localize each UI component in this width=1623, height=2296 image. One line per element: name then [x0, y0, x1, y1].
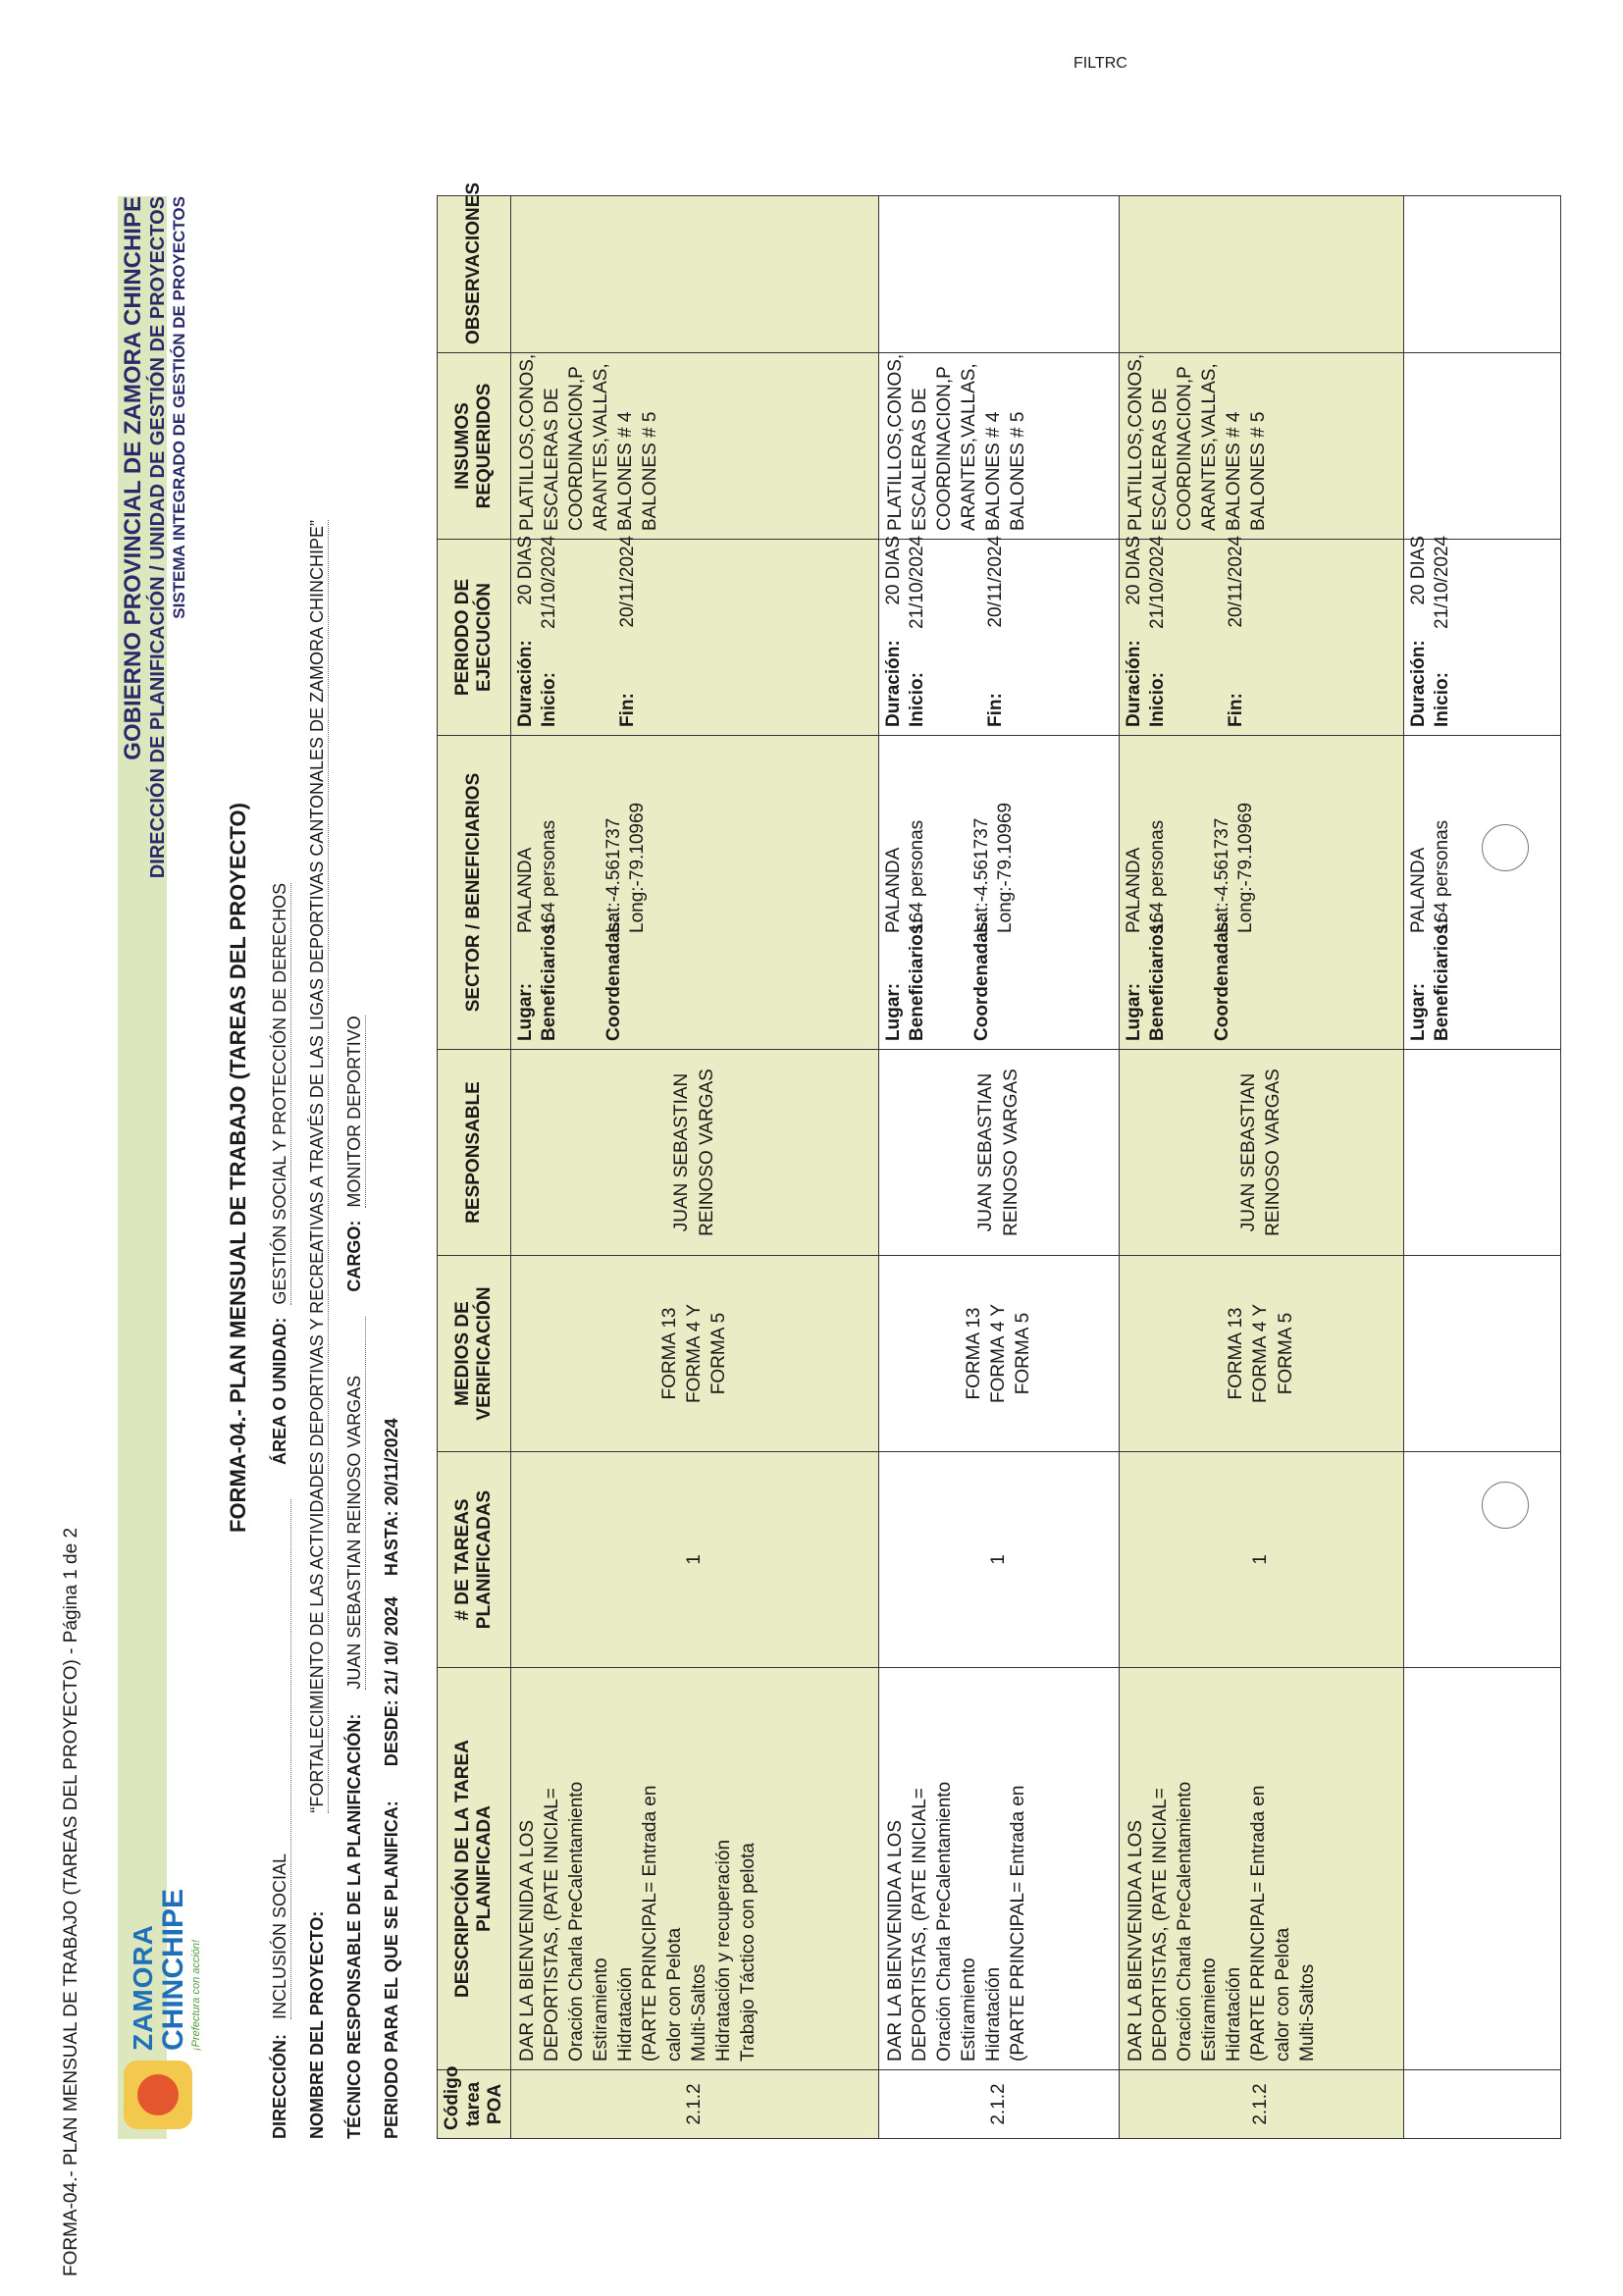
- duracion-value: 20 DIAS: [882, 535, 904, 605]
- task-code-cell: [1119, 2070, 1403, 2139]
- description-line: Estiramiento: [958, 1957, 979, 2061]
- org-name: GOBIERNO PROVINCIAL DE ZAMORA CHINCHIPE: [120, 196, 146, 760]
- description-line: DEPORTISTAS, (PATE INICIAL=: [1149, 1788, 1171, 2061]
- sector-cell: [1403, 736, 1560, 1050]
- col-header-description: DESCRIPCIÓN DE LA TAREA PLANIFICADA: [438, 1668, 511, 2070]
- table-body: [510, 196, 1560, 2139]
- page-footer: FORMA-04.- PLAN MENSUAL DE TRABAJO (TAREAS DEL PROYECTO) - Página 1 de 2: [61, 1527, 81, 2276]
- period-cell: [510, 535, 878, 736]
- beneficiarios-label: Beneficiarios:: [538, 917, 559, 1041]
- periodo-label: PERIODO PARA EL QUE SE PLANIFICA:: [382, 1800, 401, 2139]
- verification-line: FORMA 13: [963, 1307, 984, 1400]
- table-header-row: [438, 196, 511, 2139]
- coordenadas-label: Coordenadas:: [602, 915, 624, 1041]
- sector-spacer: [562, 933, 602, 1041]
- org-department: DIRECCIÓN DE PLANIFICACIÓN / UNIDAD DE GESTIÓN DE PROYECTOS: [147, 196, 169, 879]
- area-label: ÁREA O UNIDAD:: [270, 1317, 289, 1465]
- verification-cell: [1119, 1256, 1403, 1452]
- verification-line: FORMA 5: [1275, 1312, 1296, 1395]
- verification-cell: [1403, 1256, 1560, 1452]
- period-cell: [878, 535, 1119, 736]
- sector-cell: [878, 736, 1119, 1050]
- supply-line: BALONES # 5: [1007, 411, 1028, 531]
- supplies-cell: [1403, 353, 1560, 540]
- duracion-value: 20 DIAS: [1123, 535, 1144, 605]
- table-row: [510, 196, 878, 2139]
- description-line: Hidratación: [982, 1966, 1004, 2061]
- org-system: SISTEMA INTEGRADO DE GESTIÓN DE PROYECTOS: [170, 196, 188, 619]
- description-line: calor con Pelota: [664, 1927, 685, 2061]
- col-header-code: Código tarea POA: [438, 2070, 511, 2139]
- tasks-table: [437, 182, 1561, 2139]
- supply-line: PLATILLOS,CONOS,: [1125, 353, 1146, 531]
- sector-spacer: [995, 933, 1017, 1041]
- tecnico-label: TÉCNICO RESPONSABLE DE LA PLANIFICACIÓN:: [344, 1713, 364, 2139]
- task-code: 2.1.2: [987, 2083, 1009, 2125]
- description-line: Hidratación: [1223, 1966, 1244, 2061]
- task-code-cell: [1403, 2070, 1560, 2139]
- lugar-value: PALANDA: [1123, 847, 1144, 933]
- task-code-cell: [510, 2070, 878, 2139]
- inicio-value: 21/10/2024: [538, 535, 559, 629]
- lugar-label: Lugar:: [514, 982, 536, 1041]
- verification-line: FORMA 5: [1013, 1312, 1034, 1395]
- organization-block: [120, 196, 189, 878]
- form-body: [118, 182, 1452, 2139]
- tecnico-row: [344, 1016, 366, 2139]
- tecnico-value: JUAN SEBASTIAN REINOSO VARGAS: [344, 1317, 366, 1690]
- lugar-value: PALANDA: [1407, 847, 1429, 933]
- verification-line: FORMA 5: [708, 1312, 730, 1395]
- beneficiarios-label: Beneficiarios:: [1431, 917, 1452, 1041]
- task-description-cell: [1119, 1668, 1403, 2070]
- task-count-cell: [878, 1452, 1119, 1668]
- task-count-cell: [1119, 1452, 1403, 1668]
- logo-line2: CHINCHIPE: [157, 1888, 189, 2051]
- responsible-line: REINOSO VARGAS: [1263, 1069, 1284, 1236]
- period-spacer: [1171, 629, 1224, 727]
- sector-spacer: [1235, 933, 1257, 1041]
- responsible-cell: [1403, 1050, 1560, 1256]
- description-line: Hidratación y recuperación: [713, 1839, 735, 2061]
- task-description-cell: [510, 1668, 878, 2070]
- logo-seal-icon: [137, 2074, 179, 2115]
- supply-line: PLATILLOS,CONOS,: [884, 353, 906, 531]
- beneficiarios-label: Beneficiarios:: [1146, 917, 1168, 1041]
- observations-cell: [1403, 196, 1560, 353]
- supply-line: BALONES # 5: [639, 411, 660, 531]
- latitude-value: Lat:-4.561737: [970, 817, 992, 933]
- table-row: [1119, 196, 1403, 2139]
- observations-cell: [878, 196, 1119, 353]
- description-line: (PARTE PRINCIPAL= Entrada en: [1247, 1785, 1269, 2061]
- verification-line: FORMA 13: [658, 1307, 680, 1400]
- description-line: Multi-Saltos: [1297, 1963, 1319, 2061]
- beneficiarios-label: Beneficiarios:: [906, 917, 927, 1041]
- lugar-value: PALANDA: [882, 847, 904, 933]
- duracion-label: Duración:: [1407, 640, 1429, 727]
- coordenadas-label: Coordenadas:: [970, 915, 992, 1041]
- proyecto-row: [307, 520, 329, 2139]
- verification-cell: [878, 1256, 1119, 1452]
- beneficiarios-value: 164 personas: [1431, 819, 1452, 933]
- duracion-value: 20 DIAS: [1407, 535, 1429, 605]
- beneficiarios-value: 164 personas: [1146, 819, 1168, 933]
- period-cell: [1119, 535, 1403, 736]
- sector-grid: [1124, 744, 1257, 1041]
- longitude-value: Long:-79.10969: [626, 802, 648, 933]
- responsible-line: JUAN SEBASTIAN: [671, 1072, 693, 1232]
- responsible-cell: [510, 1050, 878, 1256]
- verification-line: FORMA 4 Y: [683, 1304, 705, 1404]
- sector-grid: [883, 744, 1017, 1041]
- task-description-cell: [1403, 1668, 1560, 2070]
- desde-value: DESDE: 21/ 10/ 2024: [382, 1596, 401, 1767]
- lugar-label: Lugar:: [1407, 982, 1429, 1041]
- responsible-line: REINOSO VARGAS: [696, 1069, 717, 1236]
- task-count: 1: [987, 1554, 1009, 1565]
- coordenadas-label: Coordenadas:: [1211, 915, 1232, 1041]
- supply-line: PLATILLOS,CONOS,: [516, 353, 538, 531]
- fin-value: 20/11/2024: [616, 535, 638, 628]
- longitude-value: Long:-79.10969: [994, 802, 1016, 933]
- period-spacer: [562, 629, 615, 727]
- description-line: DEPORTISTAS, (PATE INICIAL=: [541, 1788, 562, 2061]
- supply-line: BALONES # 4: [1223, 411, 1244, 531]
- supply-line: BALONES # 4: [982, 411, 1004, 531]
- inicio-label: Inicio:: [1431, 672, 1452, 727]
- duracion-label: Duración:: [514, 640, 536, 727]
- inicio-value: 21/10/2024: [906, 535, 927, 629]
- task-code: 2.1.2: [683, 2083, 705, 2125]
- period-grid: [882, 535, 1007, 727]
- sector-grid: [1408, 744, 1453, 1041]
- col-header-verification: MEDIOS DE VERIFICACIÓN: [438, 1256, 511, 1452]
- logo-line1: ZAMORA: [128, 1924, 158, 2051]
- col-header-sector: SECTOR / BENEFICIARIOS: [438, 736, 511, 1050]
- fin-label: Fin:: [616, 693, 638, 727]
- description-line: Trabajo Táctico con pelota: [738, 1843, 759, 2061]
- task-count-cell: [510, 1452, 878, 1668]
- lugar-label: Lugar:: [882, 982, 904, 1041]
- duracion-value: 20 DIAS: [514, 535, 536, 605]
- observations-cell: [510, 196, 878, 353]
- description-line: Oración Charla PreCalentamiento: [933, 1781, 955, 2061]
- supply-line: COORDINACION,P: [933, 366, 955, 531]
- direccion-value: INCLUSIÓN SOCIAL: [270, 1499, 291, 2019]
- verification-line: FORMA 4 Y: [987, 1304, 1009, 1404]
- responsible-line: JUAN SEBASTIAN: [975, 1072, 997, 1232]
- supplies-cell: [878, 353, 1119, 540]
- supply-line: ARANTES,VALLAS,: [958, 363, 979, 531]
- responsible-cell: [878, 1050, 1119, 1256]
- beneficiarios-value: 164 personas: [906, 819, 927, 933]
- proyecto-value: “FORTALECIMIENTO DE LAS ACTIVIDADES DEPORTIVAS Y RECREATIVAS A TRAVÉS DE LAS LIGAS DEPORTIVAS CANTONALES DE ZAMORA CHINCHIPE”: [307, 519, 327, 1813]
- sector-spacer: [930, 744, 969, 933]
- verification-line: FORMA 4 Y: [1250, 1304, 1272, 1404]
- task-count-cell: [1403, 1452, 1560, 1668]
- description-line: (PARTE PRINCIPAL= Entrada en: [1007, 1785, 1028, 2061]
- period-grid: [514, 535, 639, 727]
- supply-line: BALONES # 4: [614, 411, 636, 531]
- table-row: [1403, 196, 1560, 2139]
- duracion-label: Duración:: [1123, 640, 1144, 727]
- supply-line: BALONES # 5: [1247, 411, 1269, 531]
- sector-spacer: [1171, 933, 1210, 1041]
- col-header-count: # DE TAREAS PLANIFICADAS: [438, 1452, 511, 1668]
- sector-cell: [1119, 736, 1403, 1050]
- description-line: Hidratación: [614, 1966, 636, 2061]
- description-line: Estiramiento: [590, 1957, 611, 2061]
- fin-value: 20/11/2024: [984, 535, 1006, 628]
- inicio-label: Inicio:: [906, 672, 927, 727]
- period-spacer: [562, 536, 615, 629]
- period-spacer: [930, 629, 983, 727]
- description-line: (PARTE PRINCIPAL= Entrada en: [639, 1785, 660, 2061]
- task-code-cell: [878, 2070, 1119, 2139]
- cargo-value: MONITOR DEPORTIVO: [344, 1016, 364, 1208]
- task-count: 1: [1250, 1554, 1272, 1565]
- fin-value: 20/11/2024: [1225, 535, 1246, 628]
- prefecture-logo: [124, 1888, 222, 2129]
- description-line: DAR LA BIENVENIDA A LOS: [1125, 1819, 1146, 2061]
- inicio-label: Inicio:: [1146, 672, 1168, 727]
- supply-line: ARANTES,VALLAS,: [1198, 363, 1220, 531]
- supplies-cell: [1119, 353, 1403, 540]
- period-spacer: [930, 536, 983, 629]
- form-header: [118, 182, 1452, 2139]
- logo-tagline: ¡Prefectura con acción!: [190, 1939, 202, 2051]
- col-header-supplies: INSUMOS REQUERIDOS: [438, 353, 511, 540]
- beneficiarios-value: 164 personas: [538, 819, 559, 933]
- direccion-row: [270, 883, 291, 2139]
- sector-grid: [515, 744, 649, 1041]
- latitude-value: Lat:-4.561737: [602, 817, 624, 933]
- fin-label: Fin:: [984, 693, 1006, 727]
- latitude-value: Lat:-4.561737: [1211, 817, 1232, 933]
- supply-line: ESCALERAS DE: [541, 388, 562, 531]
- period-cell: [1403, 535, 1560, 736]
- task-count: 1: [683, 1554, 705, 1565]
- period-grid: [1123, 535, 1247, 727]
- table-row: [878, 196, 1119, 2139]
- hasta-value: HASTA: 20/11/2024: [382, 1418, 401, 1577]
- form-title: FORMA-04.- PLAN MENSUAL DE TRABAJO (TAREAS DEL PROYECTO): [226, 803, 250, 1533]
- supply-line: COORDINACION,P: [565, 366, 587, 531]
- verification-line: FORMA 13: [1226, 1307, 1247, 1400]
- responsible-cell: [1119, 1050, 1403, 1256]
- supplies-cell: [510, 353, 878, 540]
- description-line: DAR LA BIENVENIDA A LOS: [516, 1819, 538, 2061]
- responsible-line: JUAN SEBASTIAN: [1237, 1072, 1259, 1232]
- supply-line: COORDINACION,P: [1174, 366, 1195, 531]
- description-line: Estiramiento: [1198, 1957, 1220, 2061]
- periodo-row: [382, 1418, 402, 2139]
- description-line: DAR LA BIENVENIDA A LOS: [884, 1819, 906, 2061]
- cargo-label: CARGO:: [344, 1220, 364, 1292]
- responsible-line: REINOSO VARGAS: [1000, 1069, 1021, 1236]
- col-header-period: PERIODO DE EJECUCIÓN: [438, 540, 511, 736]
- area-value: GESTIÓN SOCIAL Y PROTECCIÓN DE DERECHOS: [270, 882, 289, 1305]
- lugar-label: Lugar:: [1123, 982, 1144, 1041]
- description-line: DEPORTISTAS, (PATE INICIAL=: [909, 1788, 930, 2061]
- sector-spacer: [1171, 744, 1210, 933]
- observations-cell: [1119, 196, 1403, 353]
- longitude-value: Long:-79.10969: [1234, 802, 1256, 933]
- task-code: 2.1.2: [1250, 2083, 1272, 2125]
- description-line: Multi-Saltos: [689, 1963, 710, 2061]
- description-line: Oración Charla PreCalentamiento: [1174, 1781, 1195, 2061]
- supply-line: ESCALERAS DE: [909, 388, 930, 531]
- col-header-responsible: RESPONSABLE: [438, 1050, 511, 1256]
- document-stamp: FILTRC: [1073, 55, 1127, 72]
- sector-cell: [510, 736, 878, 1050]
- sector-spacer: [627, 933, 649, 1041]
- period-grid: [1407, 535, 1453, 727]
- inicio-label: Inicio:: [538, 672, 559, 727]
- sector-spacer: [562, 744, 602, 933]
- verification-cell: [510, 1256, 878, 1452]
- task-description-cell: [878, 1668, 1119, 2070]
- fin-label: Fin:: [1225, 693, 1246, 727]
- description-line: calor con Pelota: [1273, 1927, 1293, 2061]
- period-spacer: [1171, 536, 1224, 629]
- supply-line: ESCALERAS DE: [1149, 388, 1171, 531]
- lugar-value: PALANDA: [514, 847, 536, 933]
- col-header-observations: OBSERVACIONES: [438, 196, 511, 353]
- supply-line: ARANTES,VALLAS,: [590, 363, 611, 531]
- inicio-value: 21/10/2024: [1431, 535, 1452, 629]
- inicio-value: 21/10/2024: [1146, 535, 1168, 629]
- description-line: Oración Charla PreCalentamiento: [565, 1781, 587, 2061]
- sector-spacer: [930, 933, 969, 1041]
- duracion-label: Duración:: [882, 640, 904, 727]
- proyecto-label: NOMBRE DEL PROYECTO:: [307, 1910, 327, 2139]
- direccion-label: DIRECCIÓN:: [270, 2034, 289, 2139]
